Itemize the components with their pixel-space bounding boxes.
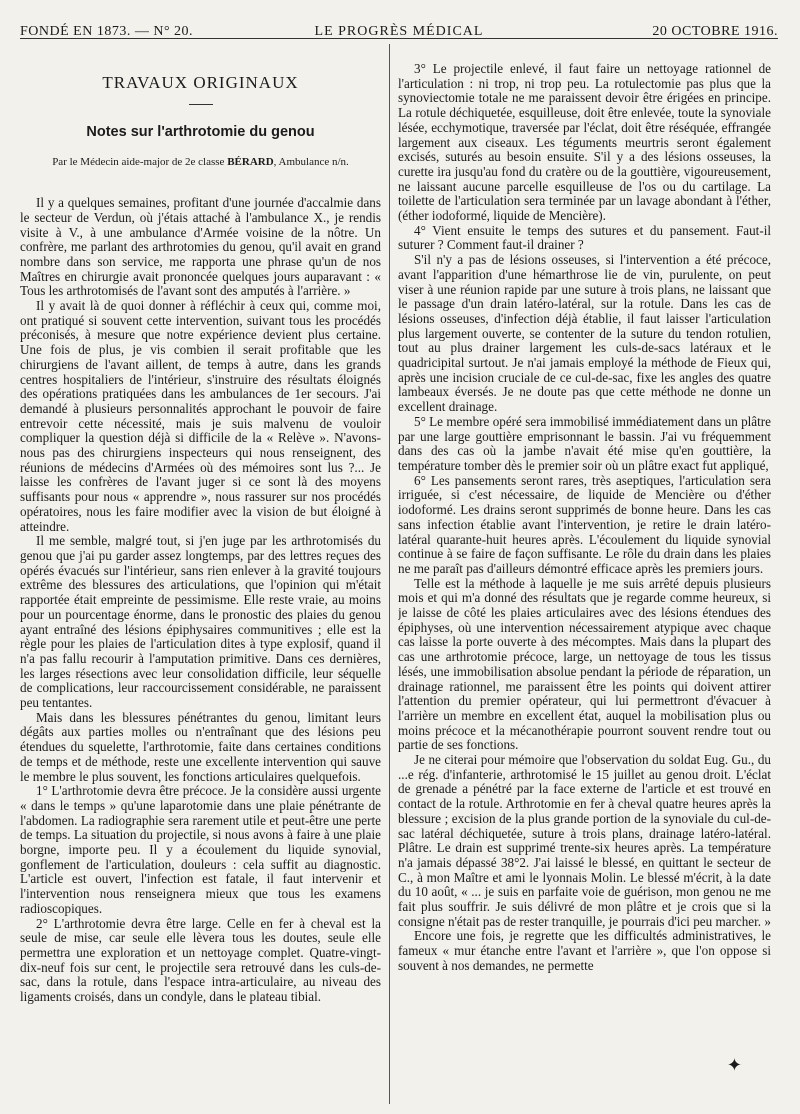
paragraph: 5° Le membre opéré sera immobilisé immédiatement dans un plâtre par une large gouttière emprisonnant le bassin. J'ai vu fréquemment dans des cas où la jambe n'avait été mise qu'en gouttière, la température tomber dès le premier soir où un plâtre exact fut appliqué, xyxy=(398,413,771,473)
paragraph: 2° L'arthrotomie devra être large. Celle en fer à cheval est la seule de mise, car seule elle lèvera tous les doutes, seule elle permettra une exploration et un nettoyage complet. Quatre-vingt-dix-neuf fois sur cent, le projectile sera retrouvé dans les culs-de-sac, dans la rotule, dans l'espace intra-articulaire, au niveau des ligaments croisés, dans un condyle, dans le plateau tibial. xyxy=(20,915,381,1005)
paragraph: Il me semble, malgré tout, si j'en juge par les arthrotomisés du genou que j'ai pu garder assez longtemps, par des lettres reçues des opérés évacués sur l'intérieur, sans rien enlever à la gravité toujours extrême des blessures des articulations, que l'opinion qui m'était rapportée était empreinte de pessimisme. Elle reste vraie, au moins pour un pourcentage énorme, dans le pronostic des plaies du genou ayant entraîné des lésions épiphysaires communitives ; elle est la règle pour les plaies de l'articulation dites à type explosif, quand il n'a pas fallu recourir à l'amputation primitive. Dans ces dernières, les larges résections avec leur consolidation difficile, leur séquelle de complications, leur raccourcissement considérable, ne paraissent peu tentantes. xyxy=(20,533,381,711)
journal-title: LE PROGRÈS MÉDICAL xyxy=(314,24,484,39)
title-divider xyxy=(189,104,213,105)
byline-author: BÉRARD xyxy=(227,156,274,169)
header-left: FONDÉ EN 1873. — N° 20. xyxy=(20,24,194,39)
left-column xyxy=(20,44,381,1104)
paragraph: 6° Les pansements seront rares, très aseptiques, l'articulation sera irriguée, si c'est nécessaire, de liquide de Mencière ou d'éther iodoformé. Les drains seront supprimés de bonne heure. Dans les cas sans infection établie avant l'intervention, je retire le drain latéro-latéral quarante-huit heures après. L'écoulement du liquide synovial continue à se faire de façon suffisante. Le rôle du drain dans les plaies ne me paraît pas d'ailleurs démontré efficace après les premiers jours. xyxy=(398,472,771,576)
paragraph: 1° L'arthrotomie devra être précoce. Je la considère aussi urgente « dans le temps » qu'une laparotomie dans une plaie pénétrante de l'abdomen. La radiographie sera rarement utile et peut-être une perte de temps. La situation du projectile, si nous avons à faire à une plaie borgne, importe peu. Il y a écoulement du liquide synovial, gonflement de l'articulation, douleurs : cela suffit au diagnostic. L'article est ouvert, l'infection est fatale, il faut intervenir et l'intervention nous renseignera mieux que tous les examens radioscopiques. xyxy=(20,783,381,916)
section-title: TRAVAUX ORIGINAUX xyxy=(102,73,299,92)
byline-suffix: , Ambulance n/n. xyxy=(273,156,349,169)
paragraph: Telle est la méthode à laquelle je me suis arrêté depuis plusieurs mois et qui m'a donné des résultats que je regarde comme heureux, si je laisse de côté les plaies articulaires avec des lésions étendues des épiphyses, où une intervention nécessairement atypique avec chaque cas laisse la porte ouverte à des mécomptes. Mais dans la plupart des cas une arthrotomie précoce, large, un nettoyage de tous les tissus lésés, une immobilisation absolue pendant la période de réparation, un drainage rationnel, me paraissent être les points qui doivent attirer l'attention du premier opérateur, qui lui permettront d'évacuer à l'arrière un membre en excellent état, auquel la mobilisation plus ou moins précoce et la mécanothérapie pourront souvent rendre tout ou partie de ses fonctions. xyxy=(398,575,771,753)
paragraph: Il y a quelques semaines, profitant d'une journée d'accalmie dans le secteur de Verdun, où j'étais attaché à l'ambulance X., je rendis visite à V., à une ambulance d'Armée voisine de la nôtre. Un confrère, me parlant des arthrotomies du genou, qu'il avait en grand nombre dans son service, me rapporta une phrase qu'un de nos Maîtres en chirurgie avait prononcée quelques jours auparavant : « Tous les arthrotomisés de l'avant sont des amputés à l'arrière. » xyxy=(20,195,381,299)
paragraph: 3° Le projectile enlevé, il faut faire un nettoyage rationnel de l'articulation : ni trop, ni trop peu. La rotulectomie pas plus que la synoviectomie totale ne me paraissent devoir être érigées en principe. La rotule déchiquetée, esquilleuse, doit être enlevée, toute la synoviale lésée, ecchymotique, traversée par l'éclat, doit être réséquée, effrangée largement aux ciseaux. Les téguments meurtris seront également excisés, suturés au besoin ensuite. S'il y a des lésions osseuses, la curette ira jusqu'au fond du cratère ou de la gouttière, vigoureusement, ne laissant aucune parcelle esquilleuse de l'os ou du cartilage. La toilette de l'articulation sera terminée par un lavage abondant à l'éther, (éther iodoformé, liquide de Mencière). xyxy=(398,62,771,224)
article-title: Notes sur l'arthrotomie du genou xyxy=(86,123,315,140)
right-column xyxy=(398,62,771,1104)
byline xyxy=(20,155,381,170)
paragraph: 4° Vient ensuite le temps des sutures et du pansement. Faut-il suturer ? Comment faut-il drainer ? xyxy=(398,222,771,253)
running-header xyxy=(20,10,778,39)
header-date: 20 OCTOBRE 1916. xyxy=(652,24,778,39)
paragraph: Je ne citerai pour mémoire que l'observation du soldat Eug. Gu., du ...e rég. d'infanterie, arthrotomisé le 15 juillet au genou droit. L'éclat de grenade a pénétré par la face externe de l'article et est trouvé en contact de la rotule. Arthrotomie en fer à cheval quatre heures après la blessure ; excision de la plus grande portion de la synoviale du cul-de-sac latéral déchiquetée, suture à trois plans, drainage latéro-latéral. Plâtre. Le drain est supprimé trente-six heures après. La température n'a jamais dépassé 38°2. J'ai laissé le blessé, en quittant le secteur de C., à mon Maître et ami le lyonnais Molin. Le blessé m'écrit, à la date du 10 août, « ... je suis en parfaite voie de guérison, mon genou ne me fait plus souffrir. Je suis délivré de mon plâtre et je crois que si la consigne n'était pas de rester tranquille, je pourrais d'ici peu marcher. » xyxy=(398,752,771,929)
ornament-icon: ✦ xyxy=(726,1055,742,1075)
paragraph: Encore une fois, je regrette que les difficultés administratives, le fameux « mur étanche entre l'avant et l'arrière », que l'on oppose si souvent à nos demandes, ne permette xyxy=(398,928,771,973)
paragraph: S'il n'y a pas de lésions osseuses, si l'intervention a été précoce, avant l'apparition d'une hémarthrose lie de vin, purulente, on peut viser à une réunion rapide par une suture à trois plans, ne laissant que le passage d'un drain latéro-latéral, sur la rotule. Dans les cas de lésions osseuses, d'infection déjà établie, il faut laisser l'articulation plus largement ouverte, se contenter de la suture du tendon rotulien, tout au plus drainer largement les culs-de-sacs latéraux et le quadricipital surtout. Je n'ai jamais employé la méthode de Fieux qui, après une incision cruciale de ce cul-de-sac, fixe les angles des quatre lambeaux éversés. Je ne doute pas que cette méthode ne donne un excellent drainage. xyxy=(398,252,771,415)
paragraph: Mais dans les blessures pénétrantes du genou, limitant leurs dégâts aux parties molles ou n'entraînant que des lésions peu étendues du squelette, l'arthrotomie, faite dans certaines conditions de temps et de méthode, reste une excellente intervention qui sauve le membre le plus souvent, les fonctions articulaires quelquefois. xyxy=(20,709,381,784)
paragraph: Il y avait là de quoi donner à réfléchir à ceux qui, comme moi, ont pratiqué si souvent cette intervention, suivant tous les procédés préconisés, à mesure que notre expérience devient plus certaine. Une fois de plus, je vis combien il serait profitable que les chirurgiens de l'avant aillent, de temps à autre, dans les grands centres hospitaliers de l'intérieur, s'instruire des résultats éloignés des opérations pratiquées dans les ambulances de 1er secours. J'ai demandé à plusieurs personnalités approchant le pouvoir de faire entrevoir cette nécessité, mais je suis malvenu de vouloir compliquer la question déjà si difficile de la « Relève ». N'avons-nous pas des chirurgiens inspecteurs qui nous renseignent, des réunions de médecins d'Armées où des mémoires sont lus ?... Je laisse les confrères de l'avant juger si ce sont là des moyens suffisants pour nous « apprendre », nous rassurer sur nos procédés opératoires, nous les faire modifier avec la vision de but éloigné à atteindre. xyxy=(20,298,381,534)
byline-prefix: Par le Médecin aide-major de 2e classe xyxy=(52,156,225,169)
column-divider xyxy=(389,44,390,1104)
